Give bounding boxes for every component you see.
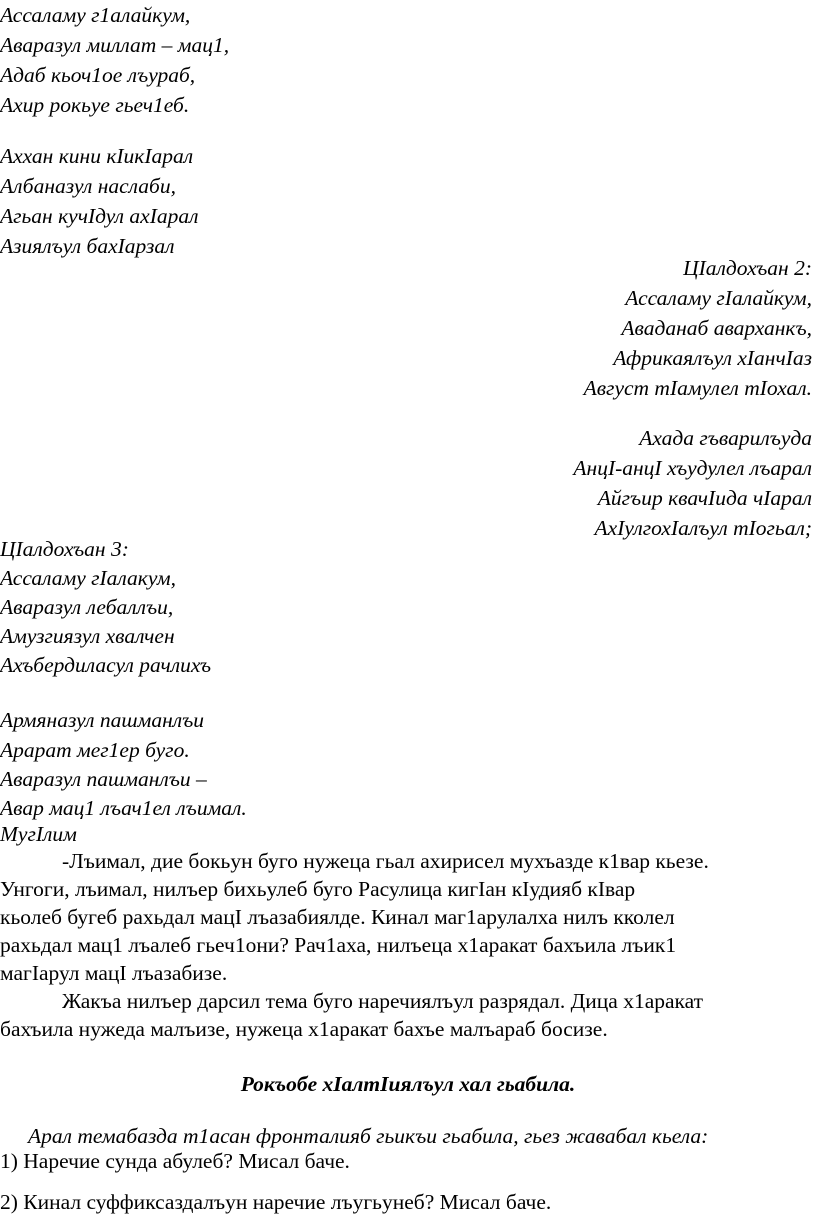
student3-line-1: Ассаламу гIалакум, xyxy=(0,566,176,590)
section-heading: Рокъобе хIалтIиялъул хал гьабила. xyxy=(240,1072,576,1096)
student2-line-1: Ассаламу гIалайкум, xyxy=(625,286,812,310)
student3-line-5: Армяназул пашманлъи xyxy=(0,708,205,732)
student3-line-3: Амузгиязул хвалчен xyxy=(0,624,175,648)
question-1: 1) Наречие сунда абулеб? Мисал баче. xyxy=(0,1149,350,1173)
question-2: 2) Кинал суффиксаздалъун наречие лъугьунеб? Мисал баче. xyxy=(0,1190,552,1214)
stanza1-line-4: Ахир рокьуе гьеч1еб. xyxy=(0,93,190,117)
student3-label: ЦIалдохъан 3: xyxy=(0,537,129,561)
student2-line-4: Август тIамулел тIохал. xyxy=(583,376,812,400)
student2-line-2: Аваданаб аварханкъ, xyxy=(621,316,812,340)
student3-line-4: Ахъбердиласул рачлихъ xyxy=(0,653,212,677)
student3-line-6: Арарат мег1ер буго. xyxy=(0,738,190,762)
stanza2-line-3: Агьан кучIдул ахIарал xyxy=(0,204,199,228)
intro-line: Арал темабазда т1асан фронталияб гьикъи гьабила, гьез жавабал кьела: xyxy=(28,1124,709,1148)
student3-line-2: Аваразул лебаллъи, xyxy=(0,595,174,619)
stanza2-line-1: Аххан кини кIикIарал xyxy=(0,144,194,168)
student2-line-3: Африкаялъул хIанчIаз xyxy=(613,346,812,370)
teacher-label: МугIлим xyxy=(0,822,77,846)
student3-line-8: Авар мац1 лъач1ел лъимал. xyxy=(0,796,247,820)
student2-line-6: АнцI-анцI хъудулел лъарал xyxy=(573,456,812,480)
student3-line-7: Аваразул пашманлъи – xyxy=(0,767,207,791)
stanza2-line-2: Албаназул наслаби, xyxy=(0,174,176,198)
stanza1-line-1: Ассаламу г1алайкум, xyxy=(0,3,191,27)
para1-line-3: кьолеб бугеб рахьдал мацI лъазабиялде. Кинал маг1арулалха нилъ кколел xyxy=(0,905,675,929)
student2-line-8: АхIулгохIалъул тIогьал; xyxy=(594,516,812,540)
para1-line-1: -Лъимал, дие бокьун буго нужеца гьал ахирисел мухъазде к1вар кьезе. xyxy=(62,849,709,873)
para2-line-2: бахъила нужеда малъизе, нужеца х1аракат бахъе малъараб босизе. xyxy=(0,1017,608,1041)
para1-line-4: рахьдал мац1 лъалеб гьеч1они? Рач1аха, нилъеца х1аракат бахъила лъик1 xyxy=(0,933,677,957)
stanza2-line-4: Азиялъул бахIарзал xyxy=(0,234,175,258)
para2-line-1: Жакъа нилъер дарсил тема буго наречиялъул разрядал. Дица х1аракат xyxy=(62,989,704,1013)
para1-line-5: магIарул мацI лъазабизе. xyxy=(0,961,228,985)
stanza1-line-2: Аваразул миллат – мац1, xyxy=(0,33,230,57)
student2-line-5: Ахада гъварилъуда xyxy=(639,426,812,450)
student2-label: ЦIалдохъан 2: xyxy=(683,256,812,280)
para1-line-2: Унгоги, лъимал, нилъер бихьулеб буго Расулица кигIан кIудияб кIвар xyxy=(0,877,636,901)
student2-line-7: Айгъир квачIида чIарал xyxy=(597,486,812,510)
stanza1-line-3: Адаб кьоч1ое лъураб, xyxy=(0,63,196,87)
